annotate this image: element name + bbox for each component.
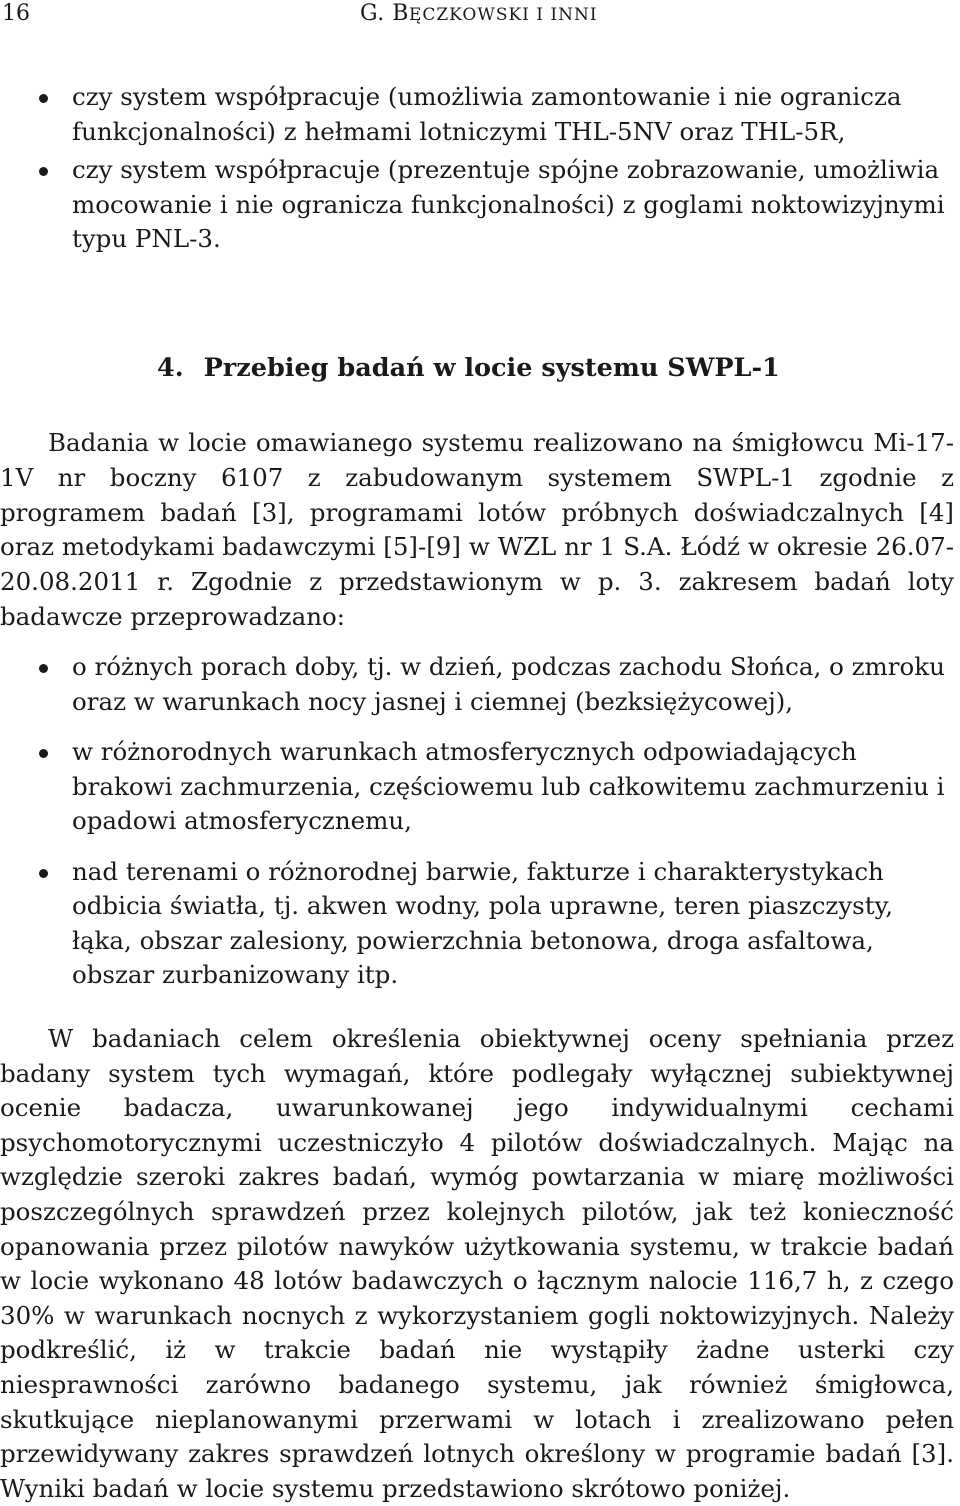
- body-paragraph: W badaniach celem określenia obiektywnej oceny spełniania przez badany system tych wymagań, które podlegały wyłącznej subiektywnej ocenie badacza, uwarunkowanej jego indywidualnymi cechami psychomotorycznymi uczestniczyło 4 pilotów doświadczalnych. Mając na względzie szeroki zakres badań, wymóg powtarzania w miarę możliwości poszczególnych sprawdzeń przez kolejnych pilotów, jak też konieczność opanowania przez pilotów nawyków użytkowania systemu, w trakcie badań w locie wykonano 48 lotów badawczych o łącznym nalocie 116,7 h, z czego 30% w warunkach nocnych z wykorzystaniem gogli noktowizyjnych. Należy podkreślić, iż w trakcie badań nie wystąpiły żadne usterki czy niesprawności zarówno badanego systemu, jak również śmigłowca, skutkujące nieplanowanymi przerwami w lotach i zrealizowano pełen przewidywany zakres sprawdzeń lotnych określony w programie badań [3]. Wyniki badań w locie systemu przedstawiono skrótowo poniżej.: [0, 1024, 954, 1503]
- section-title: Przebieg badań w locie systemu SWPL-1: [203, 353, 780, 383]
- running-header: [0, 0, 960, 30]
- author-rest: ĘCZKOWSKI I INNI: [408, 5, 598, 25]
- bullet-icon: [39, 664, 48, 673]
- list-item-text: o różnych porach doby, tj. w dzień, podczas zachodu Słońca, o zmroku oraz w warunkach nocy jasnej i ciemnej (bezksiężycowej),: [72, 652, 945, 716]
- list-item: [0, 80, 960, 149]
- list-item-text: w różnorodnych warunkach atmosferycznych odpowiadających brakowi zachmurzenia, częściowemu lub całkowitemu zachmurzeniu i opadowi atmosferycznemu,: [72, 737, 945, 835]
- section-heading: [157, 350, 780, 386]
- bullet-icon: [39, 94, 48, 103]
- bullet-icon: [39, 749, 48, 758]
- list-item-text: czy system współpracuje (prezentuje spójne zobrazowanie, umożliwia mocowanie i nie ogranicza funkcjonalności) z goglami noktowizyjnymi typu PNL-3.: [72, 155, 945, 253]
- requirements-list: [0, 80, 960, 261]
- body-paragraph: Badania w locie omawianego systemu realizowano na śmigłowcu Mi-17-1V nr boczny 6107 z zabudowanym systemem SWPL-1 zgodnie z programem badań [3], programami lotów próbnych doświadczalnych [4] oraz metodykami badawczymi [5]-[9] w WZL nr 1 S.A. Łódź w okresie 26.07-20.08.2011 r. Zgodnie z przedstawionym w p. 3. zakresem badań loty badawcze przeprowadzano:: [0, 428, 954, 631]
- conditions-list: [0, 650, 960, 1009]
- list-item: [0, 153, 960, 257]
- bullet-icon: [39, 167, 48, 176]
- bullet-icon: [39, 869, 48, 878]
- list-item-text: nad terenami o różnorodnej barwie, fakturze i charakterystykach odbicia światła, tj. akwen wodny, pola uprawne, teren piaszczysty, łąka, obszar zalesiony, powierzchnia betonowa, droga asfaltowa, obszar zurbanizowany itp.: [72, 856, 893, 989]
- section-number: 4.: [157, 353, 184, 383]
- page-number: 16: [2, 1, 30, 26]
- list-item: [0, 855, 960, 993]
- running-head-authors: [360, 0, 598, 29]
- list-item-text: czy system współpracuje (umożliwia zamontowanie i nie ogranicza funkcjonalności) z hełmami lotniczymi THL-5NV oraz THL-5R,: [72, 82, 902, 146]
- list-item: [0, 650, 960, 719]
- author-initial: G. B: [360, 1, 409, 26]
- list-item: [0, 735, 960, 839]
